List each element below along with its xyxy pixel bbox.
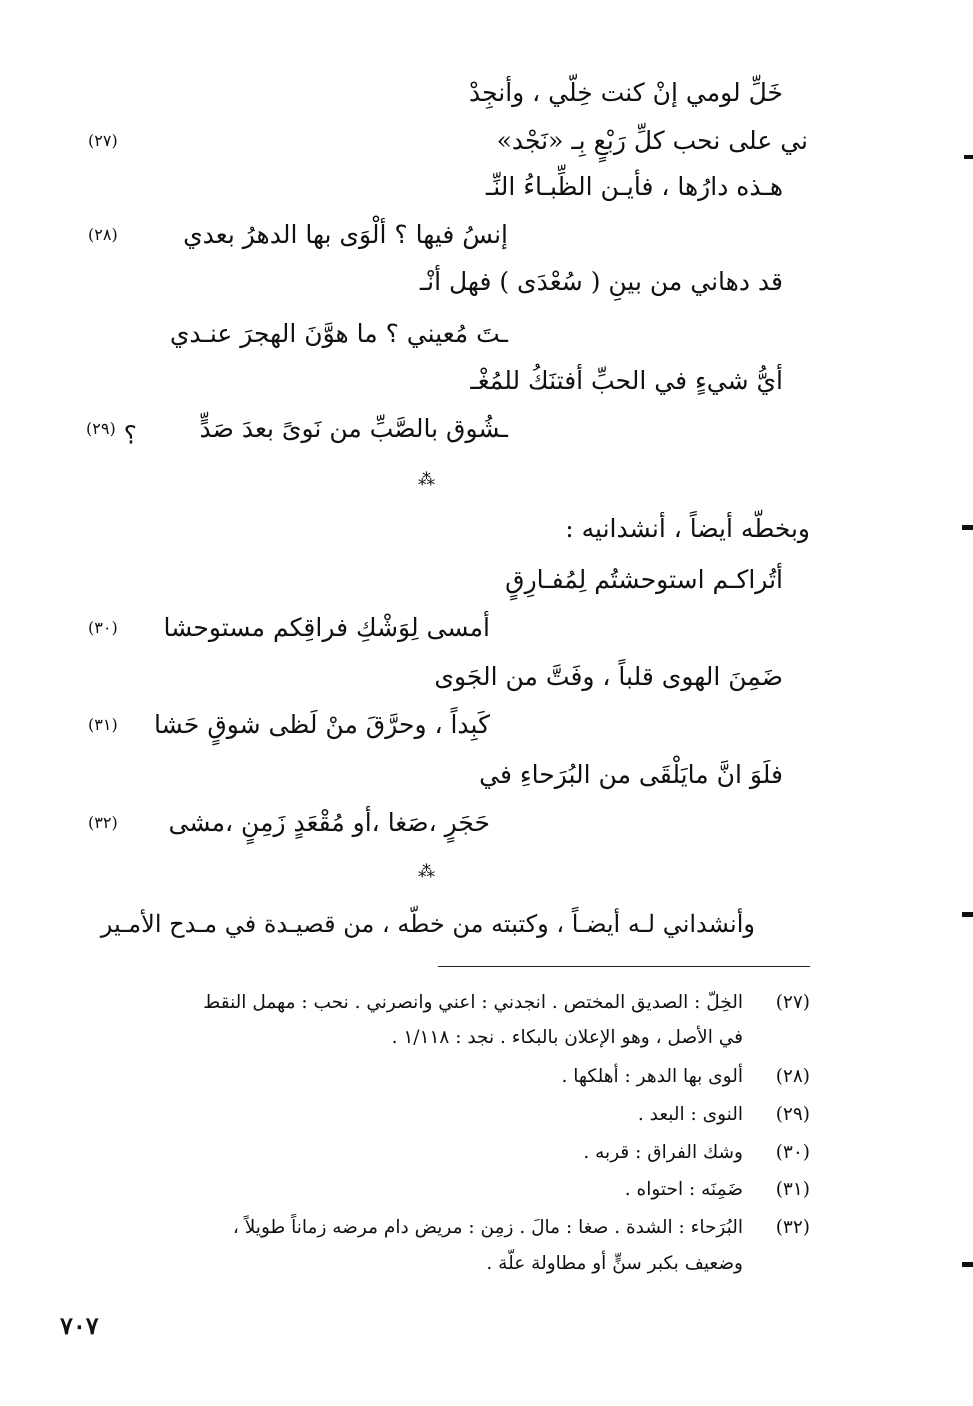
- footnote-31: ضَمِنَه : احتواه .: [624, 1179, 743, 1200]
- poem2-line-2: أمسى لِوَشْكِ فراقِكم مستوحشا: [163, 613, 490, 642]
- poem1-line-3: هـذه دارُها ، فأيـن الظِّبـاءُ النِّـ: [485, 172, 783, 201]
- footnote-29: النوى : البعد .: [637, 1104, 743, 1125]
- footnote-28: ألوى بها الدهر : أهلكها .: [561, 1066, 743, 1087]
- section-divider-stars: ⁂: [418, 862, 433, 882]
- page-number: ٧٠٧: [60, 1311, 99, 1340]
- scan-edge-mark: [962, 912, 973, 917]
- poem1-line-8: ـشُوق بالصَّبِّ من نَوىً بعدَ صَدٍّ: [199, 414, 508, 443]
- footnote-number: (٣٠): [775, 1142, 810, 1163]
- footnote-32-line-1: البُرَحاء : الشدة . صغا : مالَ . زمِن : مريض دام مرضه زماناً طويلاً ،: [232, 1217, 743, 1238]
- footnote-ref-32: (٣٢): [88, 813, 118, 832]
- scan-edge-mark: [964, 155, 973, 159]
- poem1-line-1: خَلِّ لومي إنْ كنت خِلّي ، وأنجِدْ: [468, 78, 783, 107]
- poem1-line-5: قد دهاني من بينِ ( سُعْدَى ) فهل أنْـ: [419, 267, 783, 296]
- scan-edge-mark: [962, 525, 973, 530]
- footnote-number: (٢٨): [775, 1066, 810, 1087]
- poem1-line-7: أيُّ شيءٍ في الحبِّ أفتنَكُ للمُغْـ: [470, 366, 783, 395]
- footnote-ref-27: (٢٧): [88, 131, 118, 150]
- footnotes-divider: [438, 966, 810, 967]
- poem2-line-6: حَجَرٍ ،صَغا ،أو مُقْعَدٍ زَمِنٍ ،مشى: [168, 808, 490, 837]
- intro-2: وبخطّه أيضاً ، أنشدانيه :: [565, 514, 810, 543]
- footnote-ref-31: (٣١): [88, 715, 118, 734]
- footnote-32-line-2: وضعيف بكبر سنٍّ أو مطاولة علّة .: [486, 1253, 743, 1274]
- footnote-number: (٢٩): [775, 1104, 810, 1125]
- footnote-30: وشك الفراق : قربه .: [583, 1142, 743, 1163]
- footnote-number: (٢٧): [775, 992, 810, 1013]
- footnote-number: (٣١): [775, 1179, 810, 1200]
- poem2-line-5: فلَوَ انَّ مايَلْقَى من البُرَحاءِ في: [479, 760, 783, 789]
- footnote-27-line-1: الخِلّ : الصديق المختص . انجدني : اعني وانصرني . نحب : مهمل النقط: [203, 992, 743, 1013]
- poem2-line-4: كَبِداً ، وحرَّقَ منْ لَظى شوقٍ حَشا: [154, 710, 490, 739]
- poem2-line-3: ضَمِنَ الهوى قلباً ، وفَتَّ من الجَوى: [434, 662, 783, 691]
- scan-edge-mark: [962, 1262, 973, 1267]
- footnote-ref-30: (٣٠): [88, 618, 118, 637]
- footnote-27-line-2: في الأصل ، وهو الإعلان بالبكاء . نجد : ١/١١٨ .: [391, 1027, 743, 1048]
- intro-3: وأنشداني لـه أيضـاً ، وكتبته من خطّه ، من قصيـدة في مـدح الأمـير: [100, 910, 755, 938]
- footnote-ref-29: ؟ $^{(٢٩)}$: [86, 419, 137, 450]
- footnote-number: (٣٢): [775, 1217, 810, 1238]
- poem2-line-1: أتُراكـم استوحشتُم لِمُفـارِقٍ: [505, 565, 783, 594]
- poem1-line-6: ـتَ مُعيني ؟ ما هوَّنَ الهجرَ عنـدي: [169, 319, 508, 348]
- poem1-line-4: إنسُ فيها ؟ ألْوَى بها الدهرُ بعدي: [183, 220, 508, 249]
- footnote-ref-28: (٢٨): [88, 225, 118, 244]
- poem1-line-2: ني على نحب كلِّ رَبْعٍ بِـ «نَجْد»: [496, 126, 808, 155]
- section-divider-stars: ⁂: [418, 470, 433, 490]
